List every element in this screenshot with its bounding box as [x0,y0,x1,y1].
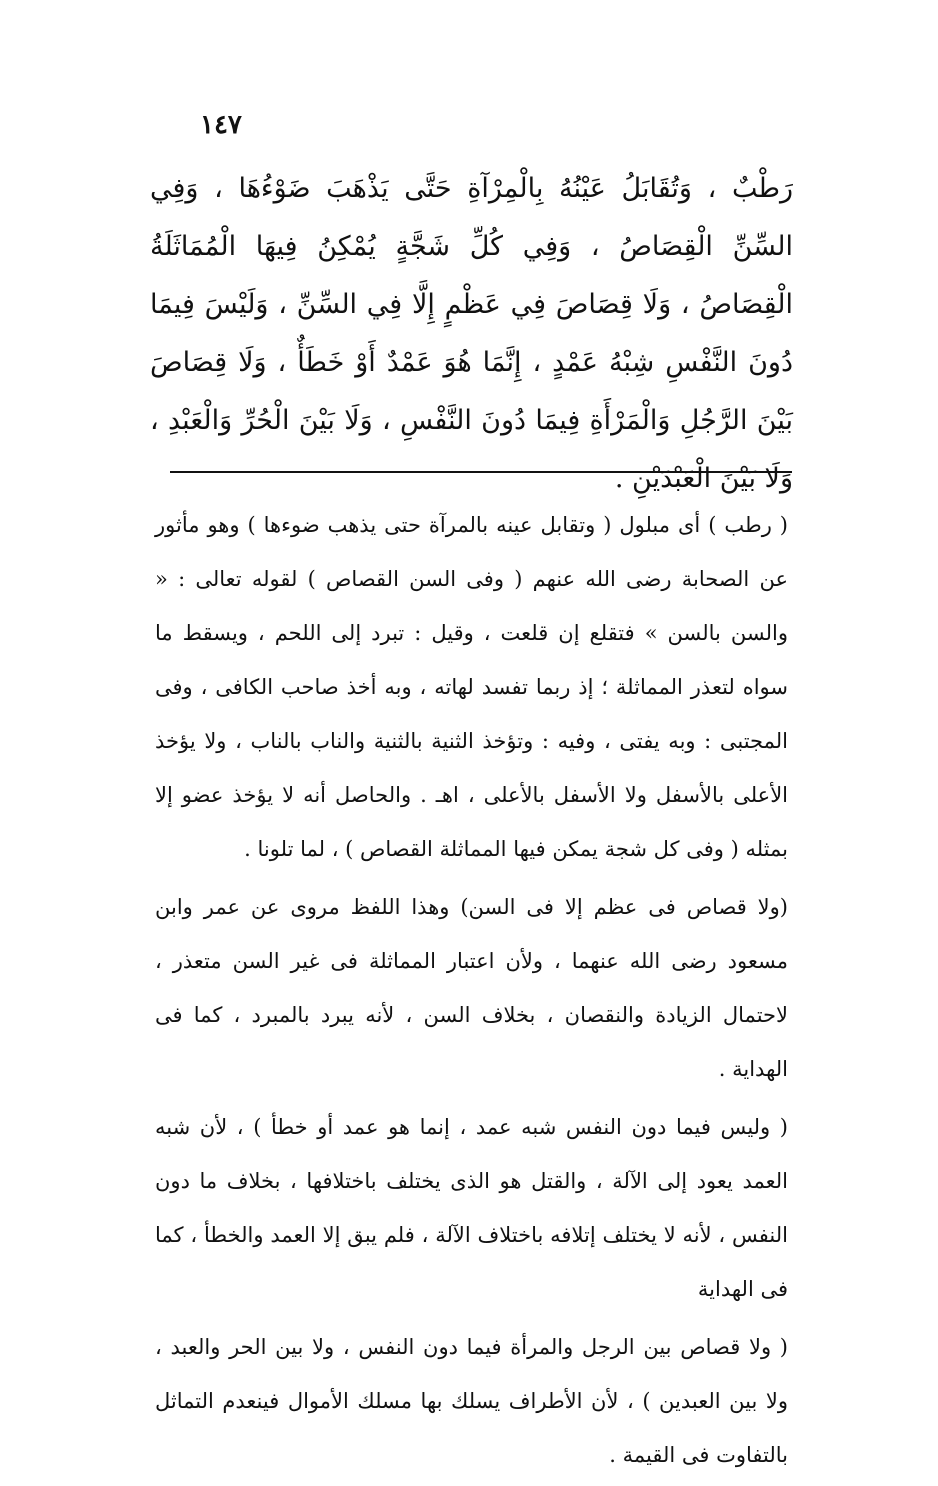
commentary-paragraph: (ولا قصاص فى عظم إلا فى السن) وهذا اللفظ مروى عن عمر وابن مسعود رضى الله عنهما ، ولأن اعتبار المماثلة فى غير السن متعذر ، لاحتمال الزيادة والنقصان ، بخلاف السن ، لأنه يبرد بالمبرد ، كما فى الهداية . [155,895,788,1081]
matn-text-block [150,160,793,508]
commentary-block [155,498,788,1486]
commentary-paragraph: ( ولا قصاص بين الرجل والمرأة فيما دون النفس ، ولا بين الحر والعبد ، ولا بين العبدين ) ، لأن الأطراف يسلك بها مسلك الأموال فينعدم التماثل بالتفاوت فى القيمة . [155,1335,788,1467]
page-number: ١٤٧ [200,110,242,140]
matn-paragraph: رَطْبٌ ، وَتُقَابَلُ عَيْنُهُ بِالْمِرْآةِ حَتَّى يَذْهَبَ ضَوْءُهَا ، وَفِي السِّنِّ الْقِصَاصُ ، وَفِي كُلِّ شَجَّةٍ يُمْكِنُ فِيهَا الْمُمَاثَلَةُ الْقِصَاصُ ، وَلَا قِصَاصَ فِي عَظْمٍ إِلَّا فِي السِّنِّ ، وَلَيْسَ فِيمَا دُونَ النَّفْسِ شِبْهُ عَمْدٍ ، إِنَّمَا هُوَ عَمْدٌ أَوْ خَطَأٌ ، وَلَا قِصَاصَ بَيْنَ الرَّجُلِ وَالْمَرْأَةِ فِيمَا دُونَ النَّفْسِ ، وَلَا بَيْنَ الْحُرِّ وَالْعَبْدِ ، وَلَا بَيْنَ الْعَبْدَيْنِ . [150,173,793,494]
commentary-paragraph: ( وليس فيما دون النفس شبه عمد ، إنما هو عمد أو خطأ ) ، لأن شبه العمد يعود إلى الآلة ، والقتل هو الذى يختلف باختلافها ، بخلاف ما دون النفس ، لأنه لا يختلف إتلافه باختلاف الآلة ، فلم يبق إلا العمد والخطأ ، كما فى الهداية [155,1115,788,1301]
commentary-paragraph: ( رطب ) أى مبلول ( وتقابل عينه بالمرآة حتى يذهب ضوءها ) وهو مأثور عن الصحابة رضى الله عنهم ( وفى السن القصاص ) لقوله تعالى : « والسن بالسن » فتقلع إن قلعت ، وقيل : تبرد إلى اللحم ، ويسقط ما سواه لتعذر المماثلة ؛ إذ ربما تفسد لهاته ، وبه أخذ صاحب الكافى ، وفى المجتبى : وبه يفتى ، وفيه : وتؤخذ الثنية بالثنية والناب بالناب ، ولا يؤخذ الأعلى بالأسفل ولا الأسفل بالأعلى ، اهـ . والحاصل أنه لا يؤخذ عضو إلا بمثله ( وفى كل شجة يمكن فيها المماثلة القصاص ) ، لما تلونا . [155,513,788,861]
footnote-divider [170,471,792,473]
